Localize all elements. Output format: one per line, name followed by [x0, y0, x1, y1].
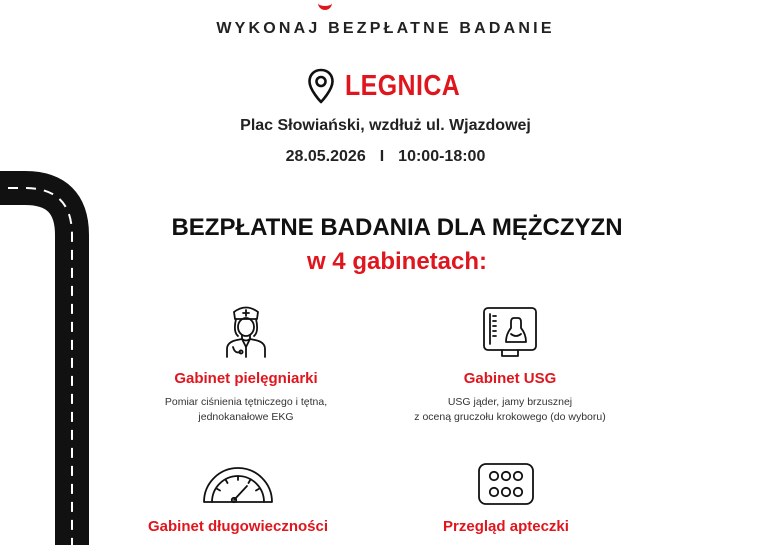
cabinet-title: Przegląd apteczki	[443, 518, 569, 535]
ultrasound-icon	[482, 304, 538, 358]
cabinet-description-line: z oceną gruczołu krokowego (do wyboru)	[414, 411, 606, 423]
cabinet-title: Gabinet USG	[463, 370, 557, 387]
cabinet-title: Gabinet pielęgniarki	[174, 370, 318, 387]
map-pin-icon	[307, 68, 335, 104]
city-name: LEGNICA	[344, 69, 460, 102]
cabinet-card-pharmacy	[346, 446, 666, 535]
poster-subtitle: WYKONAJ BEZPŁATNE BADANIE	[216, 20, 555, 37]
location-row	[0, 68, 771, 104]
event-time: 10:00-18:00	[398, 148, 486, 165]
section-subheading: w 4 gabinetach:	[306, 248, 488, 275]
gauge-icon	[201, 462, 275, 506]
event-address: Plac Słowiański, wzdłuż ul. Wjazdowej	[240, 117, 531, 134]
cabinet-icon-slot	[350, 298, 670, 358]
nurse-icon	[223, 302, 269, 358]
section-heading: BEZPŁATNE BADANIA DLA MĘŻCZYZN	[171, 214, 623, 241]
logo-fragment	[318, 0, 332, 10]
event-date: 28.05.2026	[285, 148, 366, 165]
cabinet-description-line: jednokanałowe EKG	[198, 411, 294, 423]
pill-pack-icon	[477, 462, 535, 506]
cabinet-icon-slot	[346, 446, 666, 506]
cabinet-description	[350, 395, 670, 425]
cabinet-title: Gabinet długowieczności	[147, 518, 329, 535]
event-datetime	[0, 148, 771, 166]
datetime-separator: I	[379, 148, 385, 165]
cabinet-card-usg	[350, 298, 670, 425]
cabinet-description-line: Pomiar ciśnienia tętniczego i tętna,	[164, 396, 328, 408]
cabinet-description-line: USG jąder, jamy brzusznej	[447, 396, 573, 408]
